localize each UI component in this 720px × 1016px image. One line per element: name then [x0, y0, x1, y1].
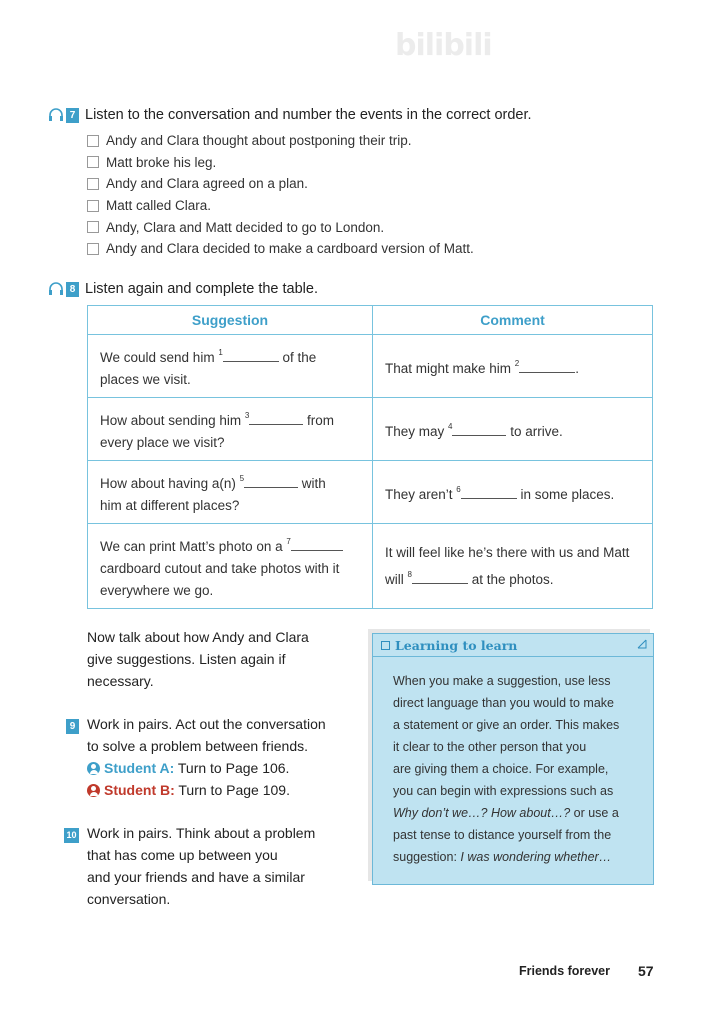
- headphones-icon: [48, 282, 64, 296]
- q7-item-text: Andy, Clara and Matt decided to go to London.: [106, 219, 385, 235]
- student-a-label: Student A:: [104, 760, 175, 776]
- corner-arrow-icon: [637, 639, 647, 649]
- q7-item[interactable]: [87, 216, 474, 238]
- headphones-icon: [48, 108, 64, 122]
- q7-item-text: Matt broke his leg.: [106, 154, 217, 170]
- q8-number: 8: [66, 282, 79, 297]
- suggestion-table: [87, 305, 653, 609]
- q9-number: 9: [66, 719, 79, 734]
- blank-7[interactable]: [291, 536, 343, 551]
- checkbox[interactable]: [87, 243, 99, 255]
- learning-box-text: When you make a suggestion, use less direct language than you would to make a statement or give an order. This makes it clear to the other person that you are giving them a choice. For example, you can begin with expressions such as Why don’t we…? How about…? or use a past tense to distance yourself from the suggestion: I was wondering whether…: [393, 674, 620, 864]
- q7-item[interactable]: [87, 152, 474, 174]
- checkbox[interactable]: [87, 221, 99, 233]
- q7-item-text: Andy and Clara thought about postponing their trip.: [106, 133, 412, 149]
- comment-cell: That might make him $^2$ .: [373, 335, 653, 398]
- table-row: [88, 398, 653, 461]
- blank-1[interactable]: [223, 347, 279, 362]
- checkbox[interactable]: [87, 200, 99, 212]
- table-row: [88, 524, 653, 609]
- q9-number-wrap: [66, 716, 85, 734]
- page-number: 57: [638, 963, 654, 979]
- table-row: [88, 461, 653, 524]
- table-row: [88, 335, 653, 398]
- q7-header: [48, 107, 532, 123]
- blank-6[interactable]: [461, 484, 517, 499]
- comment-cell: They aren’t $^6$ in some places.: [373, 461, 653, 524]
- student-b-text: Turn to Page 109.: [174, 782, 290, 798]
- blank-3[interactable]: [249, 410, 303, 425]
- talk-paragraph: Now talk about how Andy and Clara give suggestions. Listen again if necessary.: [87, 629, 309, 689]
- user-icon: [87, 762, 100, 775]
- blank-4[interactable]: [452, 421, 506, 436]
- q7-instruction: Listen to the conversation and number the events in the correct order.: [85, 107, 532, 123]
- q7-item-text: Andy and Clara decided to make a cardboard version of Matt.: [106, 241, 474, 257]
- q9-paragraph: Work in pairs. Act out the conversation to solve a problem between friends. Student A: Turn to Page 106. Student B: Turn to Page 109.: [87, 716, 326, 798]
- header-suggestion: Suggestion: [88, 306, 373, 335]
- suggestion-cell: We could send him $^1$ of the places we visit.: [88, 335, 373, 398]
- student-b-label: Student B:: [104, 782, 175, 798]
- watermark: bilibili: [395, 28, 492, 63]
- learning-to-learn-box: [372, 633, 654, 885]
- q7-list: [87, 130, 474, 260]
- header-comment: Comment: [373, 306, 653, 335]
- blank-5[interactable]: [244, 473, 298, 488]
- q8-instruction: Listen again and complete the table.: [85, 281, 318, 297]
- suggestion-cell: How about having a(n) $^5$ with him at different places?: [88, 461, 373, 524]
- q7-item[interactable]: [87, 173, 474, 195]
- blank-8[interactable]: [412, 569, 468, 584]
- q8-header: [48, 281, 318, 297]
- learning-box-title: Learning to learn: [395, 637, 518, 653]
- suggestion-cell: We can print Matt’s photo on a $^7$ cardboard cutout and take photos with it everywhere we go.: [88, 524, 373, 609]
- q7-item-text: Matt called Clara.: [106, 198, 212, 214]
- checkbox[interactable]: [87, 156, 99, 168]
- q7-item-text: Andy and Clara agreed on a plan.: [106, 176, 308, 192]
- comment-cell: It will feel like he’s there with us and Matt will $^8$ at the photos.: [373, 524, 653, 609]
- learning-box-header: [373, 634, 653, 657]
- q10-paragraph: Work in pairs. Think about a problem that has come up between you and your friends and have a similar conversation.: [87, 825, 316, 907]
- blank-2[interactable]: [519, 358, 575, 373]
- q10-number: 10: [64, 828, 79, 843]
- q7-number: 7: [66, 108, 79, 123]
- q7-item[interactable]: [87, 130, 474, 152]
- student-a-text: Turn to Page 106.: [174, 760, 290, 776]
- q7-item[interactable]: [87, 238, 474, 260]
- square-icon: [381, 641, 390, 650]
- q10-number-wrap: [64, 825, 85, 843]
- checkbox[interactable]: [87, 178, 99, 190]
- checkbox[interactable]: [87, 135, 99, 147]
- user-icon: [87, 784, 100, 797]
- footer-unit: Friends forever: [519, 964, 611, 978]
- suggestion-cell: How about sending him $^3$ from every place we visit?: [88, 398, 373, 461]
- q7-item[interactable]: [87, 195, 474, 217]
- comment-cell: They may $^4$ to arrive.: [373, 398, 653, 461]
